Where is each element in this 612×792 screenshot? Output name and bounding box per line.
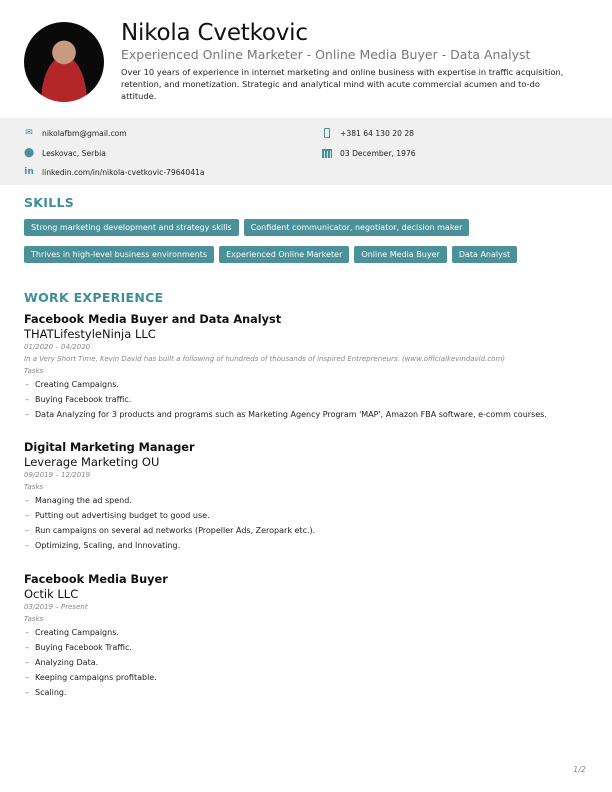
task-item: – Analyzing Data. [24, 655, 584, 670]
job-dates: 09/2019 – 12/2019 [24, 471, 91, 479]
task-item: – Optimizing, Scaling, and Innovating. [24, 538, 584, 553]
job-title: Digital Marketing Manager [24, 441, 195, 454]
job-company: Octik LLC [24, 587, 79, 601]
contact-birthday [322, 148, 416, 158]
skill-tag: Confident communicator, negotiator, decision maker [244, 219, 470, 236]
job-entry [24, 573, 584, 700]
birthday-text: 03 December, 1976 [340, 148, 416, 158]
contact-band [0, 118, 612, 185]
job-company: Leverage Marketing OU [24, 455, 160, 469]
tasks-label: Tasks [24, 483, 44, 491]
envelope-icon: ✉ [25, 128, 33, 138]
task-item: – Creating Campaigns. [24, 625, 584, 640]
location-text: Leskovac, Serbia [42, 148, 106, 158]
task-item: – Putting out advertising budget to good use. [24, 508, 584, 523]
profile-photo [24, 22, 104, 102]
job-description: In a Very Short Time, Kevin David has built a following of hundreds of thousands of inspired Entrepreneurs. (www.officialkevindavid.com) [24, 355, 506, 363]
job-title: Facebook Media Buyer [24, 573, 168, 586]
contact-linkedin[interactable] [24, 167, 205, 177]
linkedin-icon: in [24, 167, 34, 177]
summary: Over 10 years of experience in internet marketing and online business with expertise in traffic acquisition, retention, and monetization. Strategic and analytical mind with acute commercial acumen and to-do attitude. [121, 67, 564, 101]
contact-email[interactable] [24, 128, 127, 138]
contact-location [24, 148, 106, 158]
task-item: – Run campaigns on several ad networks (Propeller Ads, Zeropark etc.). [24, 523, 584, 538]
full-name: Nikola Cvetkovic [121, 20, 308, 46]
tasks-label: Tasks [24, 615, 44, 623]
map-pin-icon: ⬤ [23, 148, 35, 158]
work-heading: WORK EXPERIENCE [24, 290, 164, 305]
skill-tag: Online Media Buyer [354, 246, 446, 263]
job-company: THATLifestyleNinja LLC [24, 327, 156, 341]
task-item: – Creating Campaigns. [24, 377, 584, 392]
task-item: – Managing the ad spend. [24, 493, 584, 508]
phone-text: +381 64 130 20 28 [340, 128, 414, 138]
job-entry [24, 441, 584, 553]
job-dates: 01/2020 – 04/2020 [24, 343, 91, 351]
skill-tag: Thrives in high-level business environments [24, 246, 214, 263]
skill-tag: Experienced Online Marketer [219, 246, 349, 263]
phone-icon [322, 128, 332, 138]
skill-tag: Strong marketing development and strategy skills [24, 219, 239, 236]
task-item: – Scaling. [24, 685, 584, 700]
skills-heading: SKILLS [24, 195, 75, 210]
skill-tag: Data Analyst [452, 246, 517, 263]
tasks-label: Tasks [24, 367, 44, 375]
contact-phone [322, 128, 414, 138]
job-dates: 03/2019 – Present [24, 603, 88, 611]
email-text: nikolafbm@gmail.com [42, 128, 127, 138]
skills-list [24, 219, 564, 263]
task-item: – Data Analyzing for 3 products and programs such as Marketing Agency Program 'MAP', Amazon FBA software, e-comm courses. [24, 407, 584, 422]
linkedin-text: linkedin.com/in/nikola-cvetkovic-7964041a [42, 167, 205, 177]
task-item: – Buying Facebook traffic. [24, 392, 584, 407]
job-entry [24, 313, 584, 422]
headline: Experienced Online Marketer - Online Media Buyer - Data Analyst [121, 47, 531, 62]
job-title: Facebook Media Buyer and Data Analyst [24, 313, 282, 326]
task-item: – Buying Facebook Traffic. [24, 640, 584, 655]
page-number: 1/2 [573, 765, 586, 774]
calendar-icon [322, 148, 332, 158]
task-item: – Keeping campaigns profitable. [24, 670, 584, 685]
